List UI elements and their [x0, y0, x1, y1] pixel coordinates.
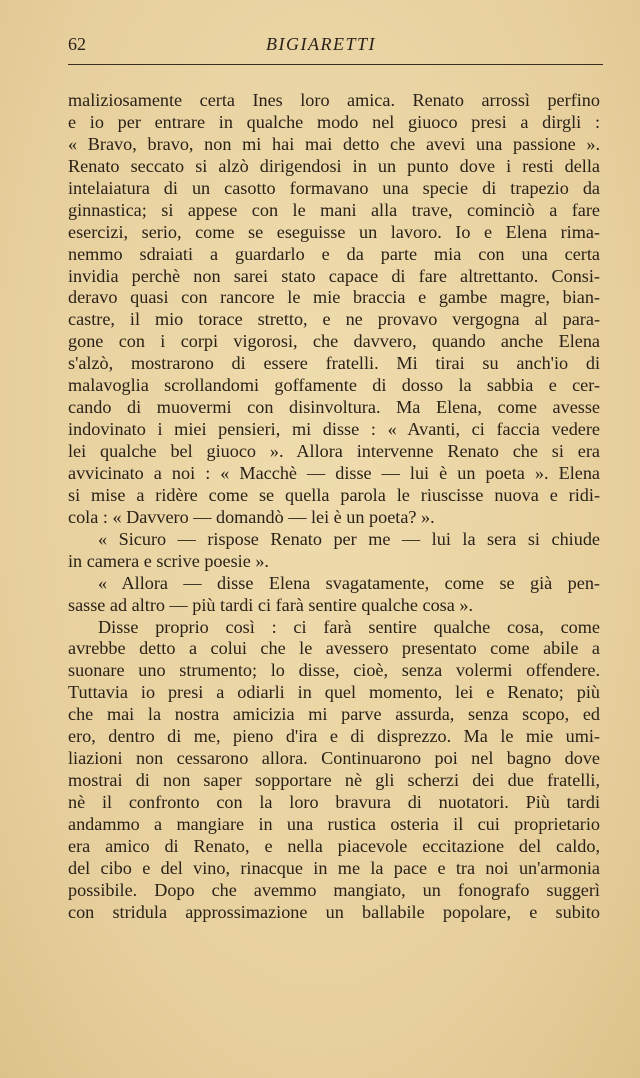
text-line: suonare uno strumento; lo disse, cioè, senza volermi offendere. [68, 660, 600, 681]
text-line: che mai la nostra amicizia mi parve assurda, senza scopo, ed [68, 704, 600, 725]
text-line: mostrai di non saper sopportare nè gli scherzi dei due fratelli, [68, 770, 600, 791]
text-line: cola : « Davvero — domandò — lei è un poeta? ». [68, 506, 435, 527]
text-line: malavoglia scrollandomi goffamente di dosso la sabbia e cer- [68, 375, 600, 396]
text-line: Tuttavia io presi a odiarli in quel momento, lei e Renato; più [68, 682, 600, 703]
text-line: del cibo e del vino, rinacque in me la pace e tra noi un'armonia [68, 857, 600, 878]
text-line: si mise a ridère come se quella parola le riuscisse nuova e ridi- [68, 484, 600, 505]
text-line: in camera e scrive poesie ». [68, 550, 269, 571]
text-line: intelaiatura di un casotto formavano una specie di trapezio da [68, 177, 600, 198]
body-text [68, 90, 600, 924]
text-line: indovinato i miei pensieri, mi disse : « Avanti, ci faccia vedere [68, 419, 600, 440]
text-line: e io per entrare in qualche modo nel giuoco presi a dirgli : [68, 111, 600, 132]
text-line: andammo a mangiare in una rustica osteria il cui proprietario [68, 813, 600, 834]
text-line: lei qualche bel giuoco ». Allora intervenne Renato che si era [68, 441, 600, 461]
text-line: ginnastica; si appese con le mani alla trave, cominciò a fare [68, 199, 600, 220]
text-line: avvicinato a noi : « Macchè — disse — lui è un poeta ». Elena [68, 462, 600, 483]
header-rule [68, 64, 603, 65]
text-line: ero, dentro di me, pieno d'ira e di disprezzo. Ma le mie umi- [68, 726, 600, 747]
text-line: gone con i corpi vigorosi, che davvero, quando anche Elena [68, 331, 600, 352]
text-line: invidia perchè non sarei stato capace di fare altrettanto. Consi- [68, 265, 600, 286]
text-line: « Bravo, bravo, non mi hai mai detto che avevi una passione ». [68, 133, 600, 154]
text-line: con stridula approssimazione un ballabile popolare, e subito [68, 901, 600, 922]
text-line: s'alzò, mostrarono di essere fratelli. Mi tirai su anch'io di [68, 353, 600, 374]
text-line: nè il confronto con la loro bravura di nuotatori. Più tardi [68, 792, 600, 812]
text-line: liazioni non cessarono allora. Continuarono poi nel bagno dove [68, 748, 600, 769]
text-line: deravo quasi con rancore le mie braccia e gambe magre, bian- [68, 287, 600, 308]
text-line: Renato seccato si alzò dirigendosi in un punto dove i resti della [68, 155, 600, 176]
text-line: esercizi, serio, come se eseguisse un lavoro. Io e Elena rima- [68, 221, 600, 242]
text-line: castre, il mio torace stretto, e ne provavo vergogna al para- [68, 309, 600, 330]
text-line: avrebbe detto a colui che le avessero presentato come abile a [68, 638, 600, 659]
running-head: BIGIARETTI [266, 34, 376, 54]
text-line: possibile. Dopo che avemmo mangiato, un fonografo suggerì [68, 879, 600, 900]
page-number: 62 [68, 34, 86, 54]
page-header [68, 30, 603, 60]
text-line: nemmo sdraiati a guardarlo e da parte mia con una certa [68, 243, 600, 264]
text-line: era amico di Renato, e nella piacevole eccitazione del caldo, [68, 835, 600, 856]
text-line: « Sicuro — rispose Renato per me — lui la sera si chiude [98, 528, 600, 549]
text-line: sasse ad altro — più tardi ci farà sentire qualche cosa ». [68, 594, 474, 615]
text-line: « Allora — disse Elena svagatamente, come se già pen- [98, 572, 600, 593]
text-line: cando di muovermi con disinvoltura. Ma Elena, come avesse [68, 397, 600, 418]
text-line: Disse proprio così : ci farà sentire qualche cosa, come [98, 616, 600, 637]
text-line: maliziosamente certa Ines loro amica. Renato arrossì perfino [68, 90, 600, 110]
